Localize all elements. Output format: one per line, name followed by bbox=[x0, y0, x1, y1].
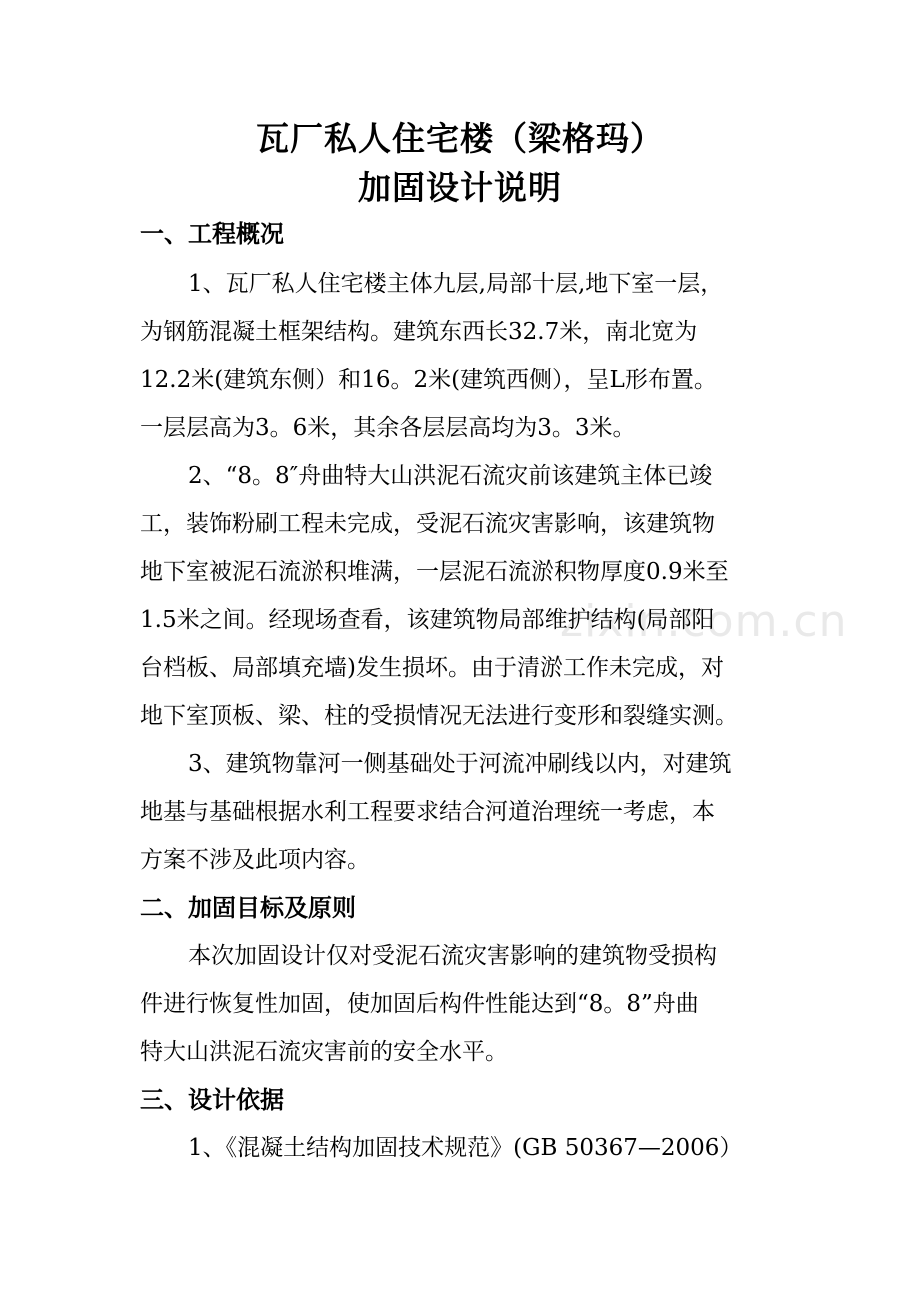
section-heading-overview: 一、工程概况 bbox=[140, 220, 284, 248]
text-line: 地基与基础根据水利工程要求结合河道治理统一考虑，本 bbox=[140, 799, 715, 825]
paragraph-overview-1 bbox=[140, 260, 800, 452]
paragraph-overview-3 bbox=[140, 740, 800, 884]
text-line: 1.5米之间。经现场查看，该建筑物局部维护结构(局部阳 bbox=[140, 607, 715, 633]
text-line: 本次加固设计仅对受泥石流灾害影响的建筑物受损构 bbox=[188, 943, 717, 969]
text-line: 台档板、局部填充墙)发生损坏。由于清淤工作未完成，对 bbox=[140, 655, 724, 681]
text-line: 工，装饰粉刷工程未完成，受泥石流灾害影响，该建筑物 bbox=[140, 511, 715, 537]
text-line: 1、瓦厂私人住宅楼主体九层,局部十层,地下室一层， bbox=[188, 271, 724, 297]
document-title-line-1: 瓦厂私人住宅楼（梁格玛） bbox=[256, 119, 664, 158]
paragraph-overview-2 bbox=[140, 452, 800, 740]
document-title-line-2: 加固设计说明 bbox=[358, 168, 562, 207]
text-line: 1、《混凝土结构加固技术规范》(GB 50367—2006） bbox=[188, 1135, 743, 1161]
paragraph-goals-1 bbox=[140, 932, 800, 1076]
text-line: 12.2米(建筑东侧）和16。2米(建筑西侧），呈L形布置。 bbox=[140, 367, 717, 393]
text-line: 一层层高为3。6米，其余各层层高均为3。3米。 bbox=[140, 415, 636, 441]
text-line: 特大山洪泥石流灾害前的安全水平。 bbox=[140, 1039, 508, 1065]
text-line: 件进行恢复性加固，使加固后构件性能达到“8。8”舟曲 bbox=[140, 991, 699, 1017]
text-line: 2、“8。8″舟曲特大山洪泥石流灾前该建筑主体已竣 bbox=[188, 463, 713, 489]
text-line: 地下室被泥石流淤积堆满，一层泥石流淤积物厚度0.9米至 bbox=[140, 559, 729, 585]
paragraph-basis-1 bbox=[140, 1124, 800, 1172]
section-heading-goals: 二、加固目标及原则 bbox=[140, 894, 356, 922]
text-line: 3、建筑物靠河一侧基础处于河流冲刷线以内，对建筑 bbox=[188, 751, 732, 777]
text-line: 方案不涉及此项内容。 bbox=[140, 847, 370, 873]
text-line: 为钢筋混凝土框架结构。建筑东西长32.7米，南北宽为 bbox=[140, 319, 698, 345]
section-heading-basis: 三、设计依据 bbox=[140, 1086, 284, 1114]
text-line: 地下室顶板、梁、柱的受损情况无法进行变形和裂缝实测。 bbox=[140, 703, 738, 729]
watermark-text: zixin.com.cn bbox=[560, 596, 848, 647]
